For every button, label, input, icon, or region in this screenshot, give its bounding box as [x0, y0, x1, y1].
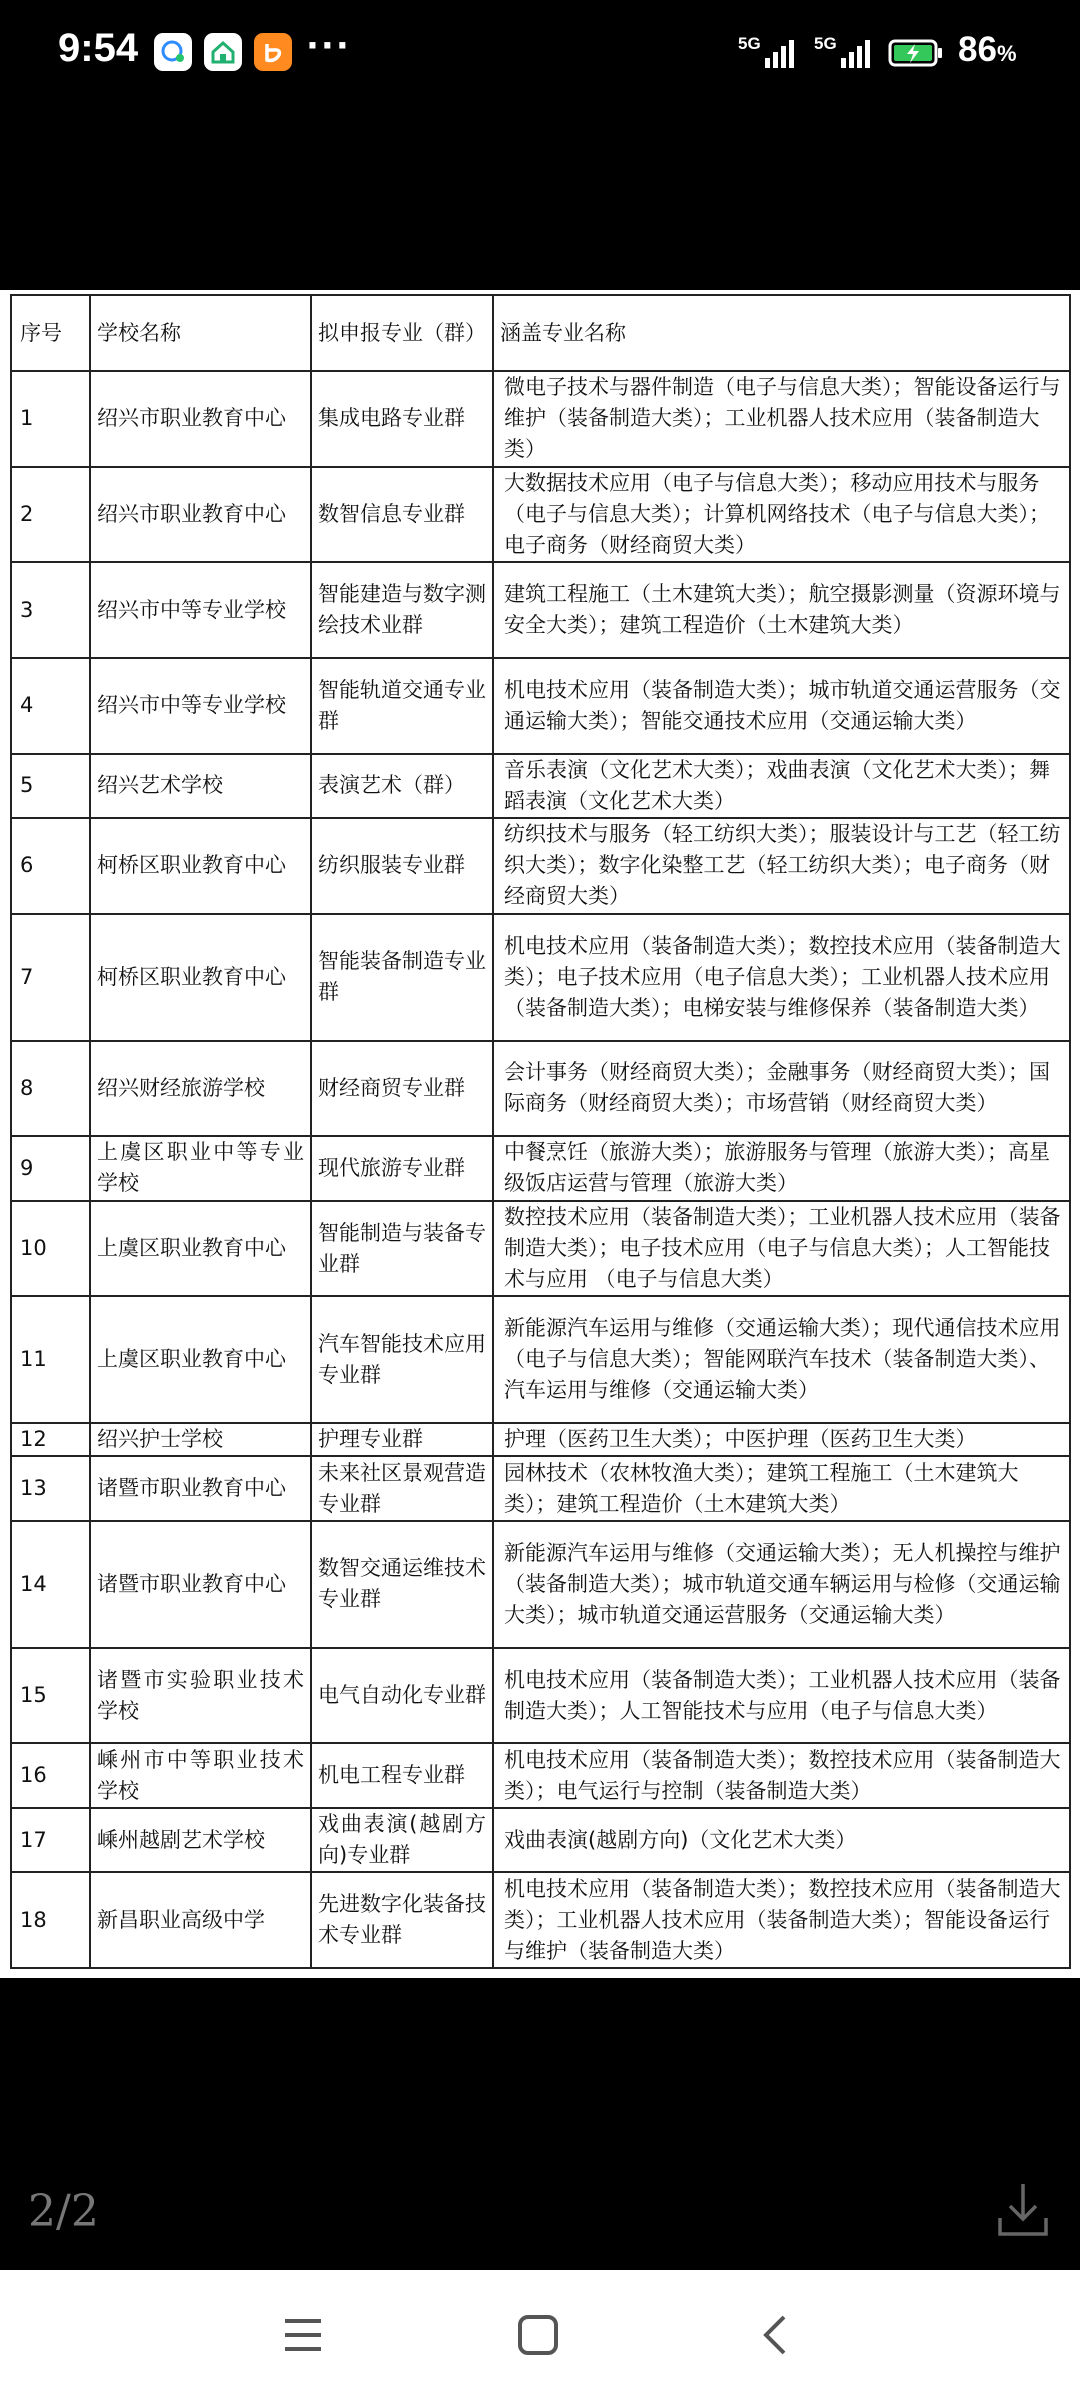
- row-no: 4: [11, 658, 90, 754]
- row-group: 戏曲表演(越剧方向)专业群: [311, 1808, 493, 1872]
- home-button[interactable]: [508, 2310, 568, 2360]
- row-school: 绍兴市职业教育中心: [90, 371, 311, 467]
- row-school: 嵊州越剧艺术学校: [90, 1808, 311, 1872]
- page-indicator: 2/2: [28, 2186, 99, 2237]
- row-school: 绍兴市中等专业学校: [90, 658, 311, 754]
- row-group: 护理专业群: [311, 1423, 493, 1456]
- row-no: 10: [11, 1201, 90, 1297]
- signal-strength-2-icon: [840, 38, 872, 68]
- row-majors: 会计事务（财经商贸大类）；金融事务（财经商贸大类）；国际商务（财经商贸大类）；市场营销（财经商贸大类）: [493, 1041, 1070, 1137]
- row-school: 上虞区职业中等专业学校: [90, 1136, 311, 1200]
- table-row: [11, 1041, 1070, 1137]
- back-button[interactable]: [744, 2310, 804, 2360]
- row-majors: 机电技术应用（装备制造大类）；数控技术应用（装备制造大类）；工业机器人技术应用（装备制造大类）；智能设备运行与维护（装备制造大类）: [493, 1872, 1070, 1968]
- row-group: 表演艺术（群）: [311, 754, 493, 818]
- row-school: 柯桥区职业教育中心: [90, 914, 311, 1041]
- row-majors: 新能源汽车运用与维修（交通运输大类）；现代通信技术应用（电子与信息大类）；智能网联汽车技术（装备制造大类）、汽车运用与维修（交通运输大类）: [493, 1296, 1070, 1423]
- row-no: 3: [11, 562, 90, 658]
- chat-app-icon: [154, 33, 192, 71]
- row-no: 18: [11, 1872, 90, 1968]
- row-majors: 大数据技术应用（电子与信息大类）；移动应用技术与服务（电子与信息大类）；计算机网络技术（电子与信息大类）；电子商务（财经商贸大类）: [493, 467, 1070, 563]
- download-icon[interactable]: [994, 2178, 1052, 2240]
- row-group: 智能轨道交通专业群: [311, 658, 493, 754]
- table-row: [11, 658, 1070, 754]
- row-majors: 机电技术应用（装备制造大类）；数控技术应用（装备制造大类）；电子技术应用（电子信息大类）；工业机器人技术应用（装备制造大类）；电梯安装与维修保养（装备制造大类）: [493, 914, 1070, 1041]
- row-school: 绍兴艺术学校: [90, 754, 311, 818]
- header-group: 拟申报专业（群）: [311, 295, 493, 371]
- row-majors: 机电技术应用（装备制造大类）；城市轨道交通运营服务（交通运输大类）；智能交通技术应用（交通运输大类）: [493, 658, 1070, 754]
- table-row: [11, 371, 1070, 467]
- schools-table: [10, 294, 1071, 1969]
- row-school: 柯桥区职业教育中心: [90, 818, 311, 914]
- menu-icon: [283, 2317, 323, 2353]
- row-school: 绍兴市职业教育中心: [90, 467, 311, 563]
- row-no: 17: [11, 1808, 90, 1872]
- row-majors: 微电子技术与器件制造（电子与信息大类）；智能设备运行与维护（装备制造大类）；工业机器人技术应用（装备制造大类）: [493, 371, 1070, 467]
- network-type-2: 5G: [814, 34, 837, 53]
- table-row: [11, 1648, 1070, 1744]
- table-row: [11, 754, 1070, 818]
- home-icon: [516, 2313, 560, 2357]
- row-group: 智能建造与数字测绘技术业群: [311, 562, 493, 658]
- table-row: [11, 1743, 1070, 1807]
- row-no: 9: [11, 1136, 90, 1200]
- row-group: 集成电路专业群: [311, 371, 493, 467]
- header-majors: 涵盖专业名称: [493, 295, 1070, 371]
- battery-charging-icon: [888, 38, 944, 68]
- row-school: 新昌职业高级中学: [90, 1872, 311, 1968]
- row-no: 11: [11, 1296, 90, 1423]
- table-header-row: [11, 295, 1070, 371]
- row-school: 绍兴财经旅游学校: [90, 1041, 311, 1137]
- table-row: [11, 1872, 1070, 1968]
- row-school: 嵊州市中等职业技术学校: [90, 1743, 311, 1807]
- row-majors: 机电技术应用（装备制造大类）；数控技术应用（装备制造大类）；电气运行与控制（装备制造大类）: [493, 1743, 1070, 1807]
- table-row: [11, 1423, 1070, 1456]
- row-group: 电气自动化专业群: [311, 1648, 493, 1744]
- row-group: 数智信息专业群: [311, 467, 493, 563]
- row-no: 14: [11, 1521, 90, 1648]
- row-majors: 园林技术（农林牧渔大类）；建筑工程施工（土木建筑大类）；建筑工程造价（土木建筑大类）: [493, 1456, 1070, 1520]
- shopping-app-icon: [254, 33, 292, 71]
- row-majors: 中餐烹饪（旅游大类）；旅游服务与管理（旅游大类）；高星级饭店运营与管理（旅游大类）: [493, 1136, 1070, 1200]
- row-school: 诸暨市实验职业技术学校: [90, 1648, 311, 1744]
- menu-button[interactable]: [273, 2310, 333, 2360]
- row-no: 13: [11, 1456, 90, 1520]
- table-row: [11, 1296, 1070, 1423]
- row-no: 7: [11, 914, 90, 1041]
- row-group: 纺织服装专业群: [311, 818, 493, 914]
- status-bar: [0, 0, 1080, 110]
- row-school: 上虞区职业教育中心: [90, 1296, 311, 1423]
- row-majors: 音乐表演（文化艺术大类）；戏曲表演（文化艺术大类）；舞蹈表演（文化艺术大类）: [493, 754, 1070, 818]
- row-no: 12: [11, 1423, 90, 1456]
- row-majors: 护理（医药卫生大类）；中医护理（医药卫生大类）: [493, 1423, 1070, 1456]
- row-group: 现代旅游专业群: [311, 1136, 493, 1200]
- row-majors: 数控技术应用（装备制造大类）；工业机器人技术应用（装备制造大类）；电子技术应用（电子与信息大类）；人工智能技术与应用 （电子与信息大类）: [493, 1201, 1070, 1297]
- row-school: 诸暨市职业教育中心: [90, 1521, 311, 1648]
- row-majors: 机电技术应用（装备制造大类）；工业机器人技术应用（装备制造大类）；人工智能技术与应用（电子与信息大类）: [493, 1648, 1070, 1744]
- table-row: [11, 914, 1070, 1041]
- row-no: 1: [11, 371, 90, 467]
- clock: 9:54: [58, 26, 139, 70]
- row-no: 6: [11, 818, 90, 914]
- row-no: 5: [11, 754, 90, 818]
- row-no: 16: [11, 1743, 90, 1807]
- table-row: [11, 1201, 1070, 1297]
- more-notifications: ···: [306, 26, 351, 66]
- back-icon: [758, 2313, 790, 2357]
- row-majors: 戏曲表演(越剧方向)（文化艺术大类）: [493, 1808, 1070, 1872]
- row-school: 诸暨市职业教育中心: [90, 1456, 311, 1520]
- row-group: 财经商贸专业群: [311, 1041, 493, 1137]
- table-row: [11, 562, 1070, 658]
- row-group: 智能制造与装备专业群: [311, 1201, 493, 1297]
- row-school: 绍兴市中等专业学校: [90, 562, 311, 658]
- row-school: 绍兴护士学校: [90, 1423, 311, 1456]
- signal-strength-icon: [764, 38, 796, 68]
- table-row: [11, 1521, 1070, 1648]
- table-row: [11, 818, 1070, 914]
- document-image[interactable]: [0, 290, 1080, 1978]
- table-row: [11, 1456, 1070, 1520]
- row-group: 智能装备制造专业群: [311, 914, 493, 1041]
- home-app-icon: [204, 33, 242, 71]
- navigation-bar: [0, 2270, 1080, 2400]
- table-row: [11, 467, 1070, 563]
- row-majors: 建筑工程施工（土木建筑大类）；航空摄影测量（资源环境与安全大类）；建筑工程造价（土木建筑大类）: [493, 562, 1070, 658]
- row-majors: 纺织技术与服务（轻工纺织大类）；服装设计与工艺（轻工纺织大类）；数字化染整工艺（轻工纺织大类）；电子商务（财经商贸大类）: [493, 818, 1070, 914]
- row-group: 数智交通运维技术专业群: [311, 1521, 493, 1648]
- row-majors: 新能源汽车运用与维修（交通运输大类）；无人机操控与维护（装备制造大类）；城市轨道交通车辆运用与检修（交通运输大类）；城市轨道交通运营服务（交通运输大类）: [493, 1521, 1070, 1648]
- header-school: 学校名称: [90, 295, 311, 371]
- row-group: 机电工程专业群: [311, 1743, 493, 1807]
- row-school: 上虞区职业教育中心: [90, 1201, 311, 1297]
- row-group: 汽车智能技术应用专业群: [311, 1296, 493, 1423]
- row-no: 2: [11, 467, 90, 563]
- table-row: [11, 1808, 1070, 1872]
- row-group: 未来社区景观营造专业群: [311, 1456, 493, 1520]
- network-type-1: 5G: [738, 34, 761, 53]
- row-group: 先进数字化装备技术专业群: [311, 1872, 493, 1968]
- battery-percent: 86%: [958, 30, 1017, 69]
- header-no: 序号: [11, 295, 90, 371]
- row-no: 8: [11, 1041, 90, 1137]
- table-row: [11, 1136, 1070, 1200]
- row-no: 15: [11, 1648, 90, 1744]
